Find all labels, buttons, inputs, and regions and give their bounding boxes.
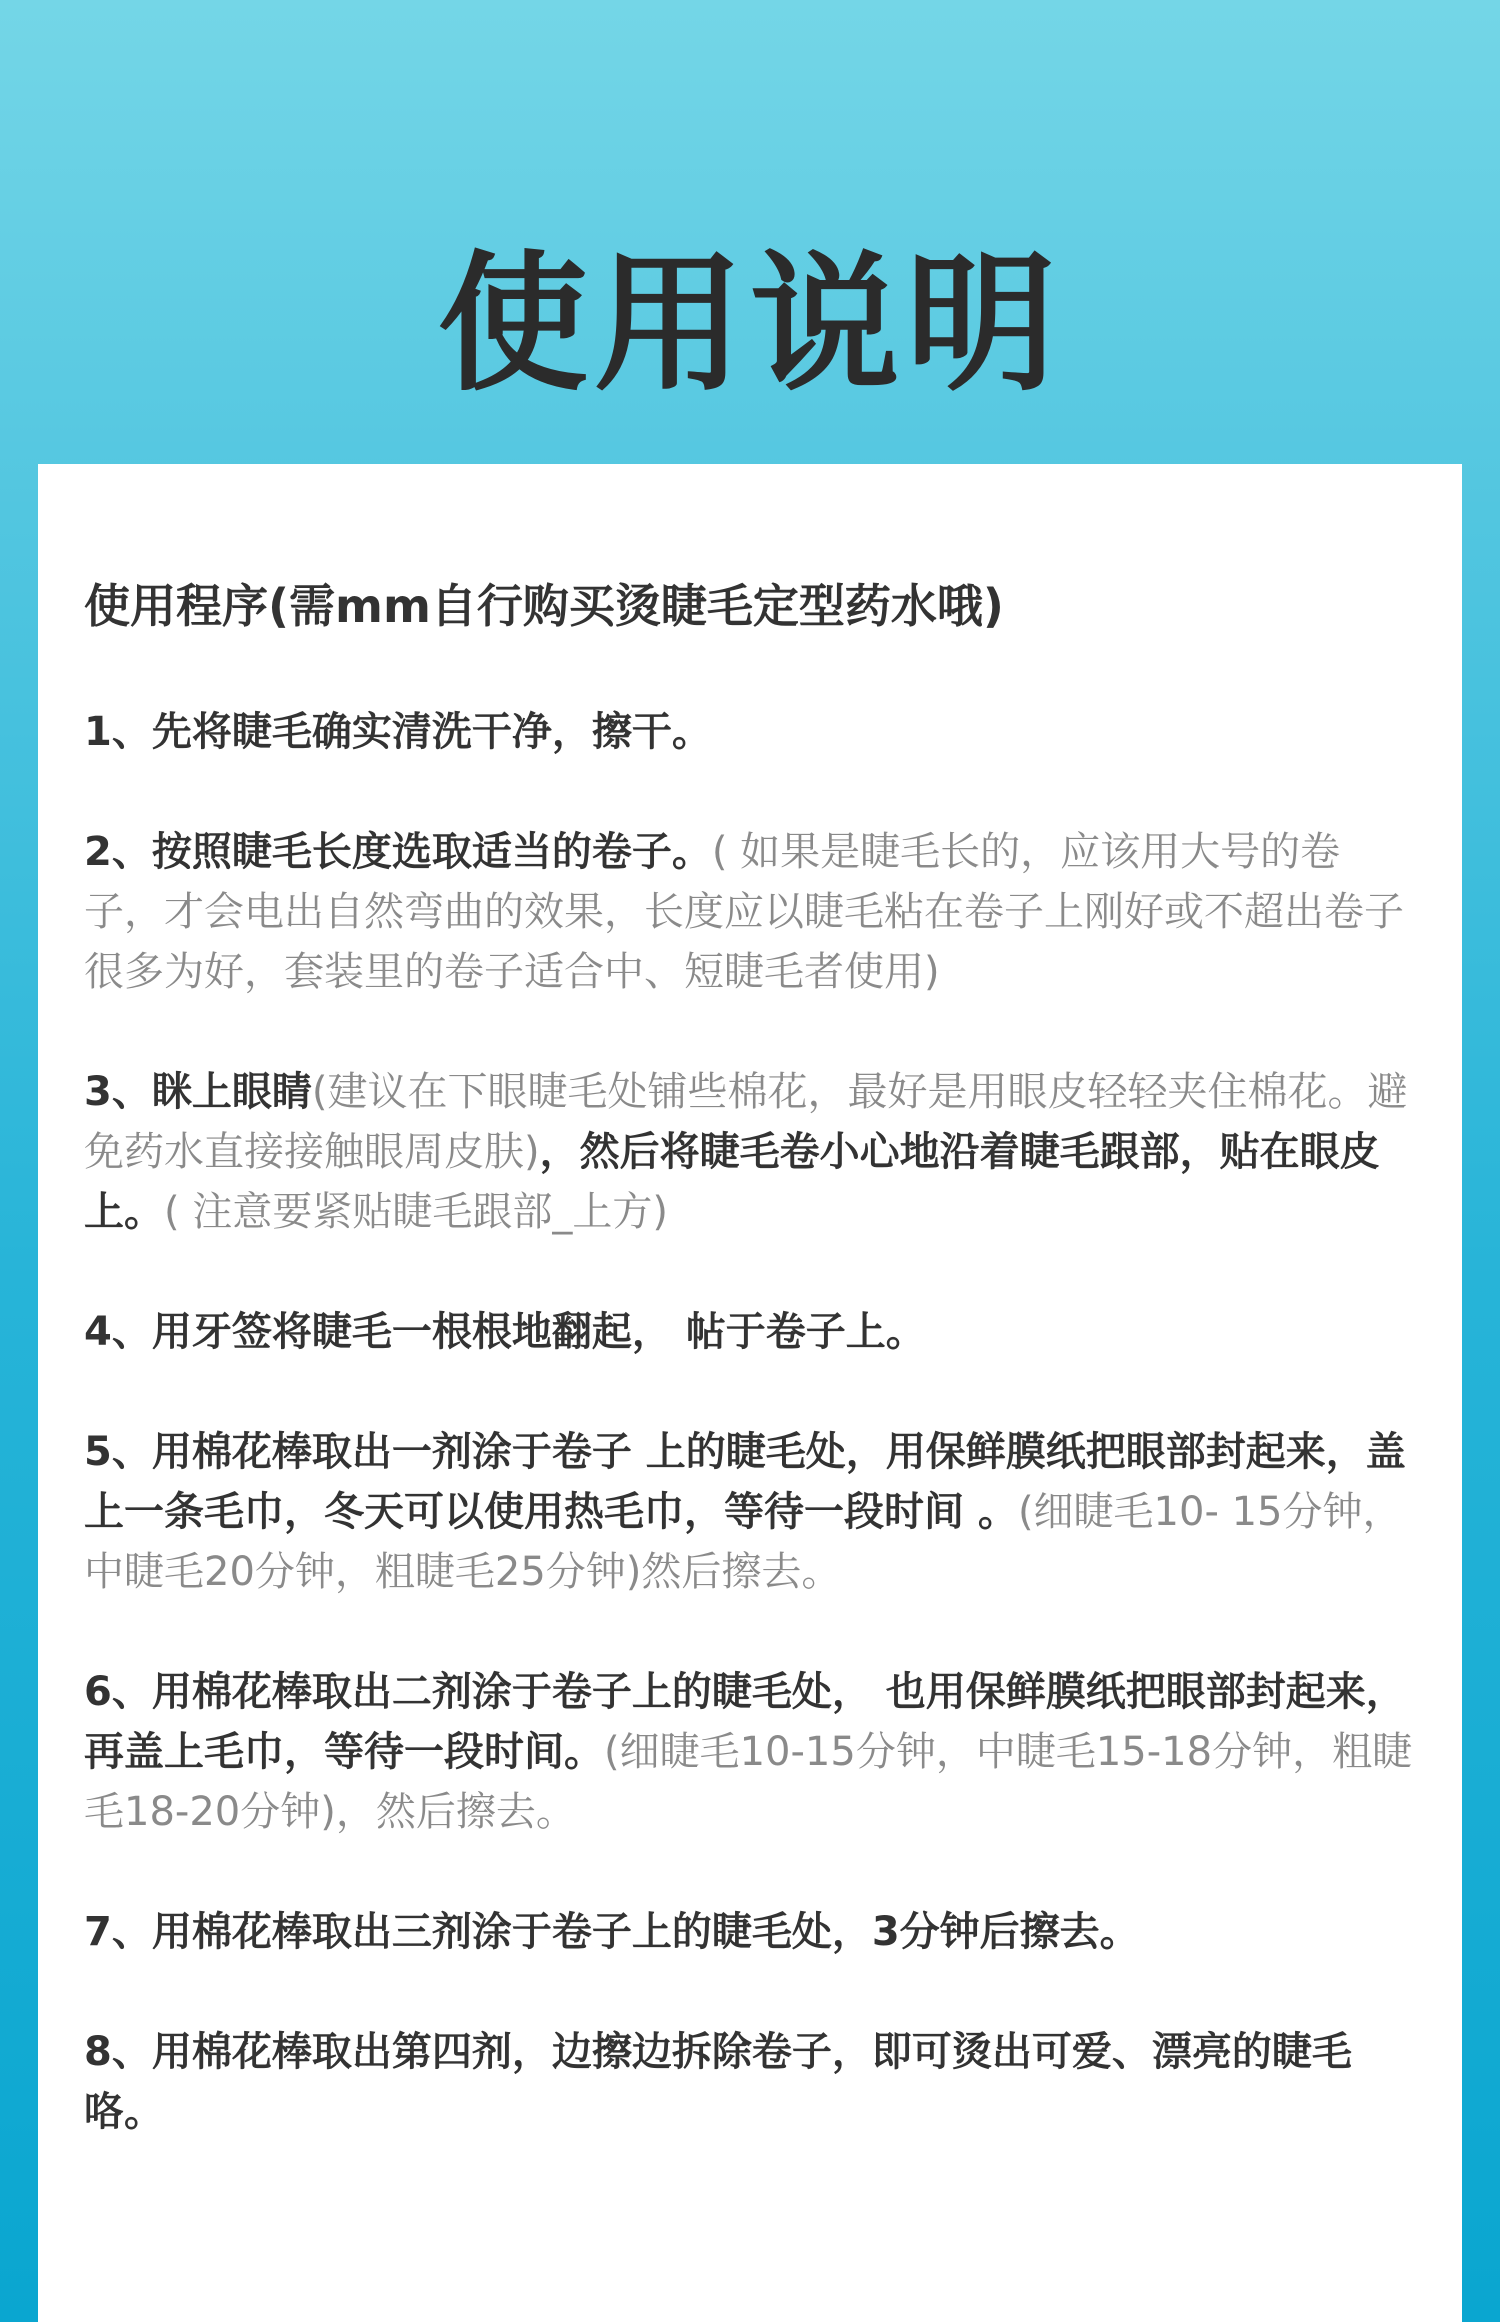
step-2-text: 2、按照睫毛长度选取适当的卷子。 <box>84 829 712 875</box>
step-7 <box>84 1902 1416 1962</box>
step-2-note: ( 如果是睫毛长的，应该用大号的卷子，才会电出自然弯曲的效果，长度应以睫毛粘在卷子上刚好或不超出卷子很多为好，套装里的卷子适合中、短睫毛者使用) <box>84 829 1404 995</box>
step-5 <box>84 1422 1416 1602</box>
step-6 <box>84 1662 1416 1842</box>
step-4-text: 4、用牙签将睫毛一根根地翻起， 帖于卷子上。 <box>84 1309 926 1355</box>
step-5-note: (细睫毛10- 15分钟，中睫毛20分钟，粗睫毛25分钟)然后擦去。 <box>84 1489 1403 1595</box>
step-2 <box>84 822 1416 1002</box>
step-1 <box>84 702 1416 762</box>
step-7-text: 7、用棉花棒取出三剂涂于卷子上的睫毛处，3分钟后擦去。 <box>84 1909 1140 1955</box>
step-1-text: 1、先将睫毛确实清洗干净，擦干。 <box>84 709 712 755</box>
step-5-text: 5、用棉花棒取出一剂涂于卷子 上的睫毛处，用保鲜膜纸把眼部封起来，盖上一条毛巾，冬天可以使用热毛巾，等待一段时间 。 <box>84 1429 1406 1535</box>
step-8-text: 8、用棉花棒取出第四剂，边擦边拆除卷子，即可烫出可爱、漂亮的睫毛咯。 <box>84 2029 1352 2135</box>
step-4 <box>84 1302 1416 1362</box>
step-3-text: 3、眯上眼睛 <box>84 1069 312 1115</box>
step-6-text: 6、用棉花棒取出二剂涂于卷子上的睫毛处， 也用保鲜膜纸把眼部封起来，再盖上毛巾，等待一段时间。 <box>84 1669 1406 1775</box>
step-3 <box>84 1062 1416 1242</box>
procedure-subtitle: 使用程序(需mm自行购买烫睫毛定型药水哦) <box>84 579 1004 633</box>
instructions-card <box>38 464 1462 2322</box>
step-3-note-2: ( 注意要紧贴睫毛跟部_上方) <box>164 1189 668 1235</box>
step-6-note: (细睫毛10-15分钟，中睫毛15-18分钟，粗睫毛18-20分钟)，然后擦去。 <box>84 1729 1413 1835</box>
step-3-text-continued: ，然后将睫毛卷小心地沿着睫毛跟部，贴在眼皮上。 <box>84 1129 1380 1235</box>
step-3-note: (建议在下眼睫毛处铺些棉花，最好是用眼皮轻轻夹住棉花。避免药水直接接触眼周皮肤) <box>84 1069 1408 1175</box>
page-title: 使用说明 <box>437 238 1062 412</box>
step-8 <box>84 2022 1416 2142</box>
